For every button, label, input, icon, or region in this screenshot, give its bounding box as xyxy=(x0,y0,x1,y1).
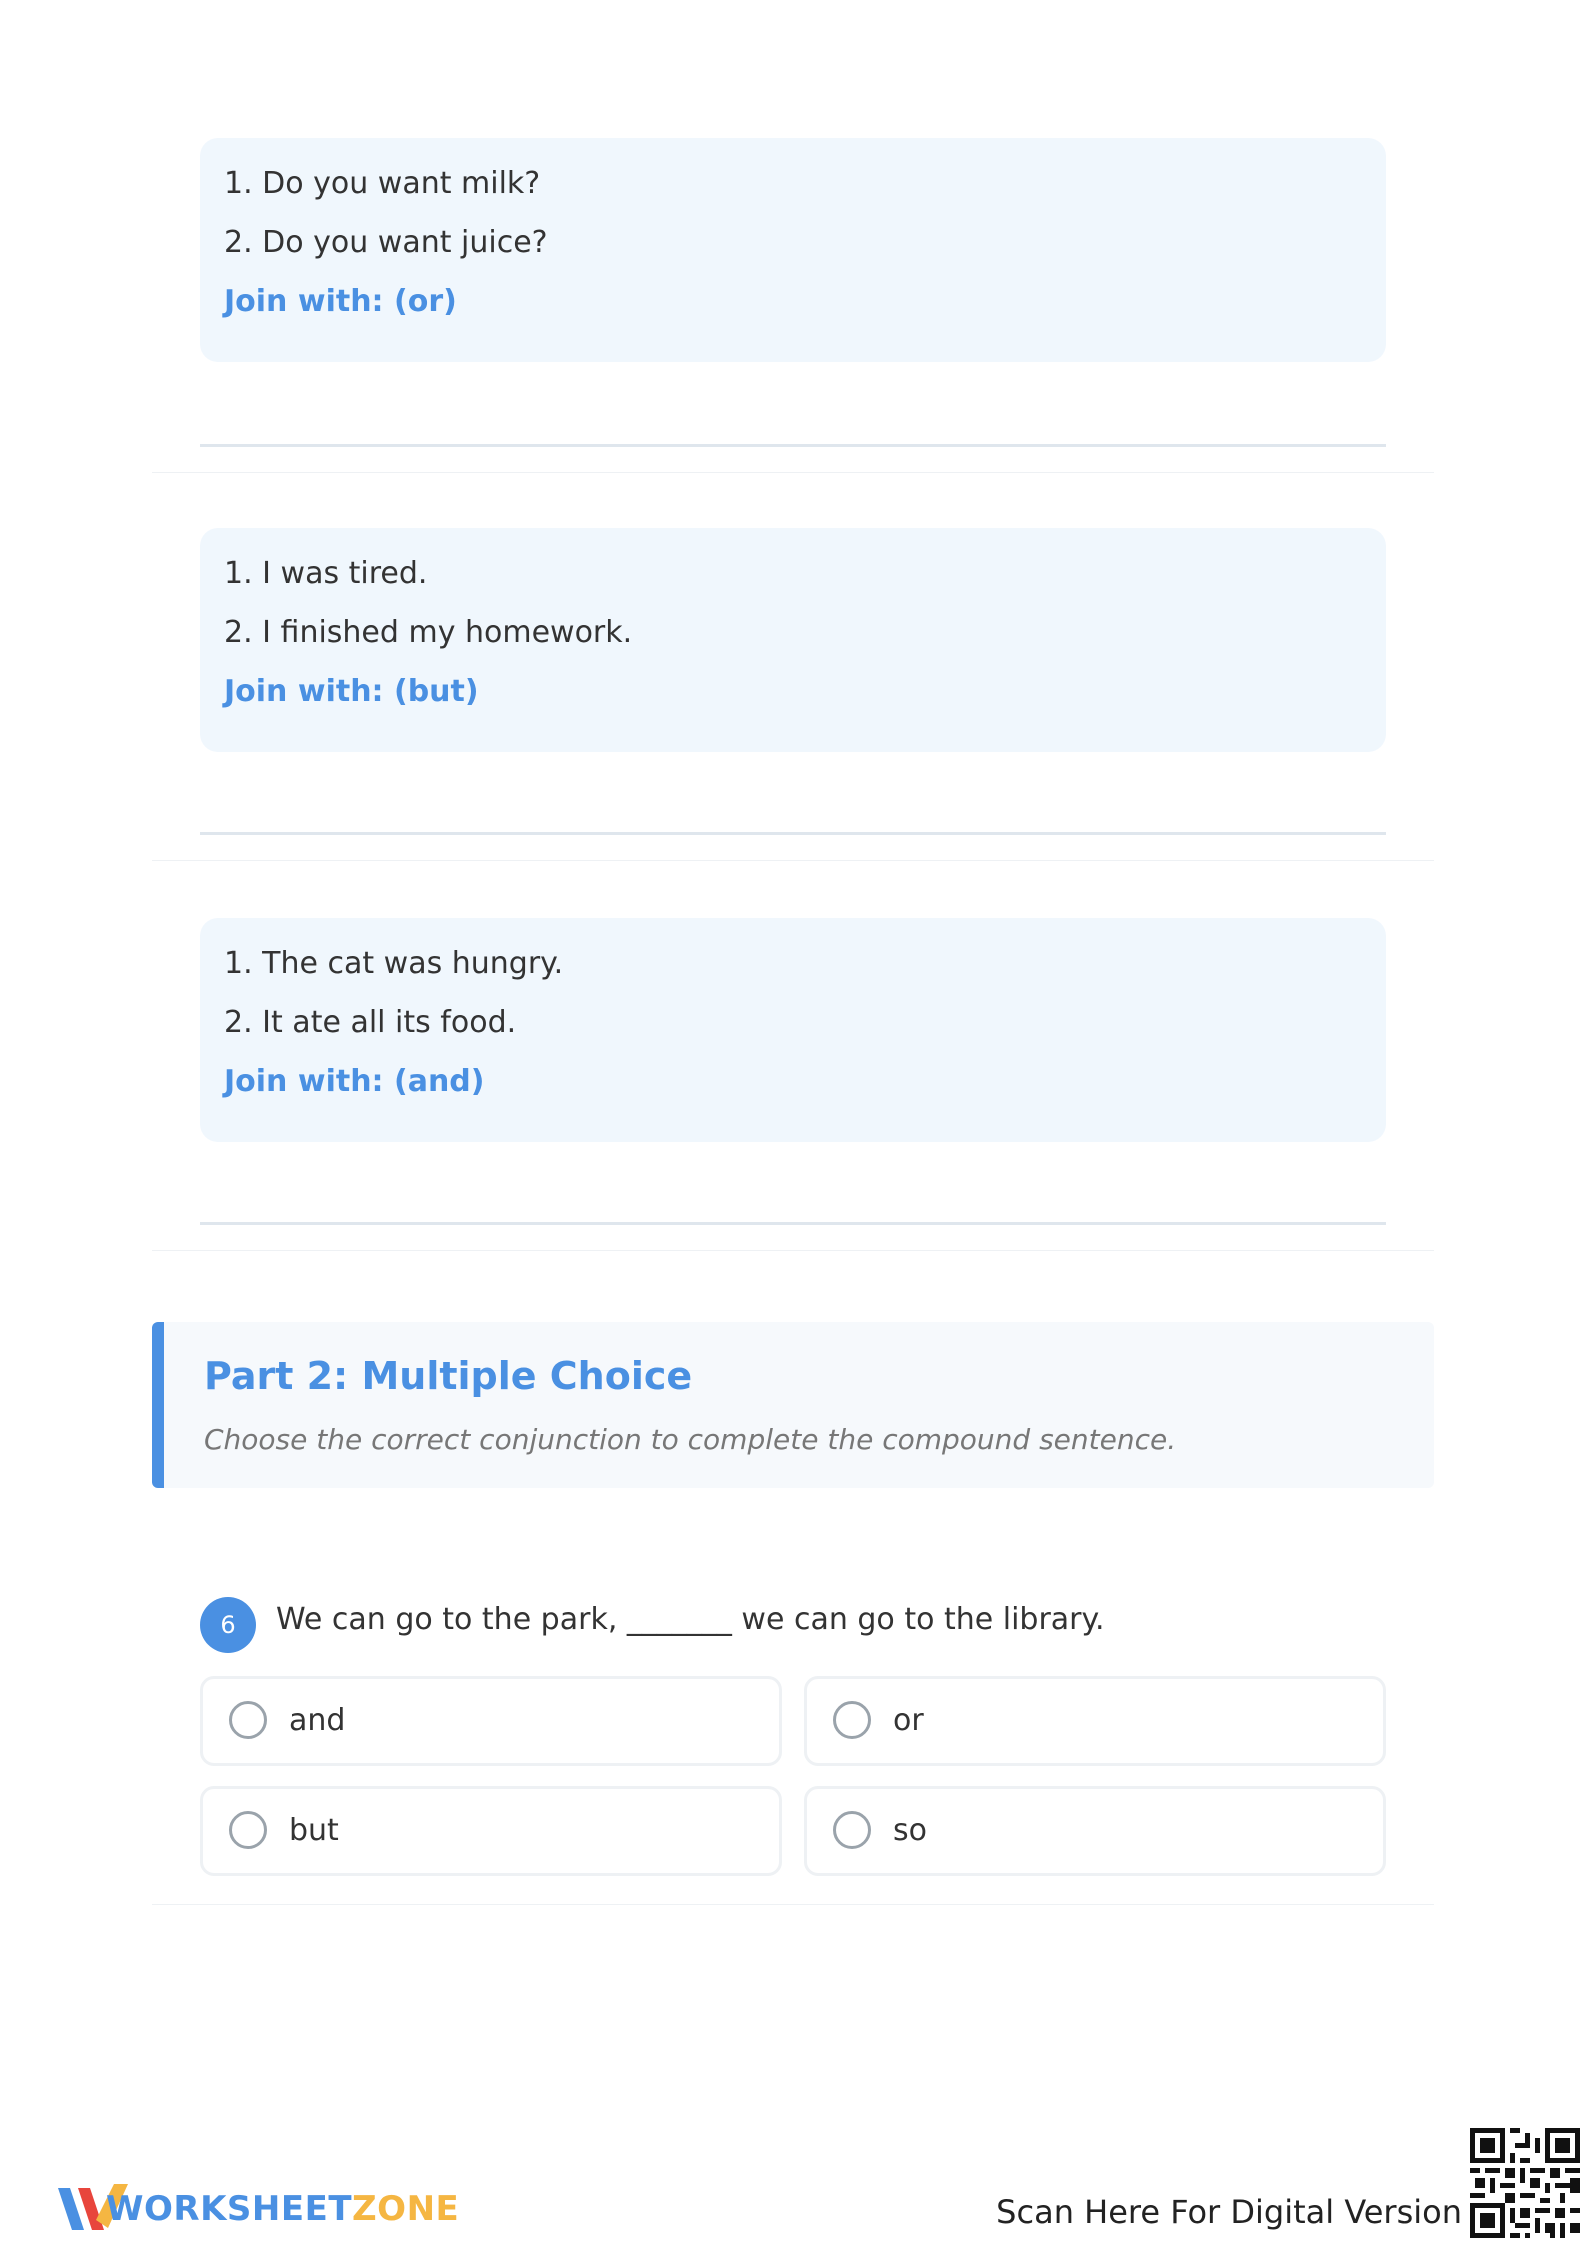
part-2-header xyxy=(152,1322,1434,1488)
scan-text: Scan Here For Digital Version xyxy=(996,2193,1462,2231)
brand-part-1: WORKSHEET xyxy=(106,2189,353,2229)
radio-icon[interactable] xyxy=(833,1701,871,1739)
radio-icon[interactable] xyxy=(833,1811,871,1849)
sentence-1: 1. Do you want milk? xyxy=(224,166,541,201)
sentence-2: 2. I finished my homework. xyxy=(224,615,633,650)
part-instruction: Choose the correct conjunction to complete the compound sentence. xyxy=(204,1423,1177,1456)
answer-line-2[interactable] xyxy=(200,832,1386,835)
option-label: so xyxy=(893,1813,927,1848)
question-number-badge: 6 xyxy=(200,1597,256,1653)
radio-icon[interactable] xyxy=(229,1811,267,1849)
sentence-2: 2. Do you want juice? xyxy=(224,225,548,260)
divider xyxy=(152,1250,1434,1251)
option-so[interactable] xyxy=(804,1786,1386,1876)
radio-icon[interactable] xyxy=(229,1701,267,1739)
sentence-1: 1. I was tired. xyxy=(224,556,428,591)
part-title: Part 2: Multiple Choice xyxy=(204,1354,693,1398)
join-instruction: Join with: (but) xyxy=(224,674,479,709)
exercise-box-2 xyxy=(200,528,1386,752)
join-instruction: Join with: (and) xyxy=(224,1064,485,1099)
exercise-box-1 xyxy=(200,138,1386,362)
join-instruction: Join with: (or) xyxy=(224,284,457,319)
question-text: We can go to the park, _______ we can go to the library. xyxy=(276,1602,1105,1637)
option-but[interactable] xyxy=(200,1786,782,1876)
sentence-1: 1. The cat was hungry. xyxy=(224,946,564,981)
option-label: but xyxy=(289,1813,339,1848)
sentence-2: 2. It ate all its food. xyxy=(224,1005,517,1040)
option-label: or xyxy=(893,1703,924,1738)
brand-part-2: ZONE xyxy=(352,2189,460,2229)
divider xyxy=(152,472,1434,473)
option-label: and xyxy=(289,1703,346,1738)
answer-line-3[interactable] xyxy=(200,1222,1386,1225)
qr-code-icon[interactable] xyxy=(1470,2128,1580,2238)
option-or[interactable] xyxy=(804,1676,1386,1766)
exercise-box-3 xyxy=(200,918,1386,1142)
brand-name xyxy=(106,2184,459,2234)
divider xyxy=(152,1904,1434,1905)
option-and[interactable] xyxy=(200,1676,782,1766)
answer-line-1[interactable] xyxy=(200,444,1386,447)
divider xyxy=(152,860,1434,861)
